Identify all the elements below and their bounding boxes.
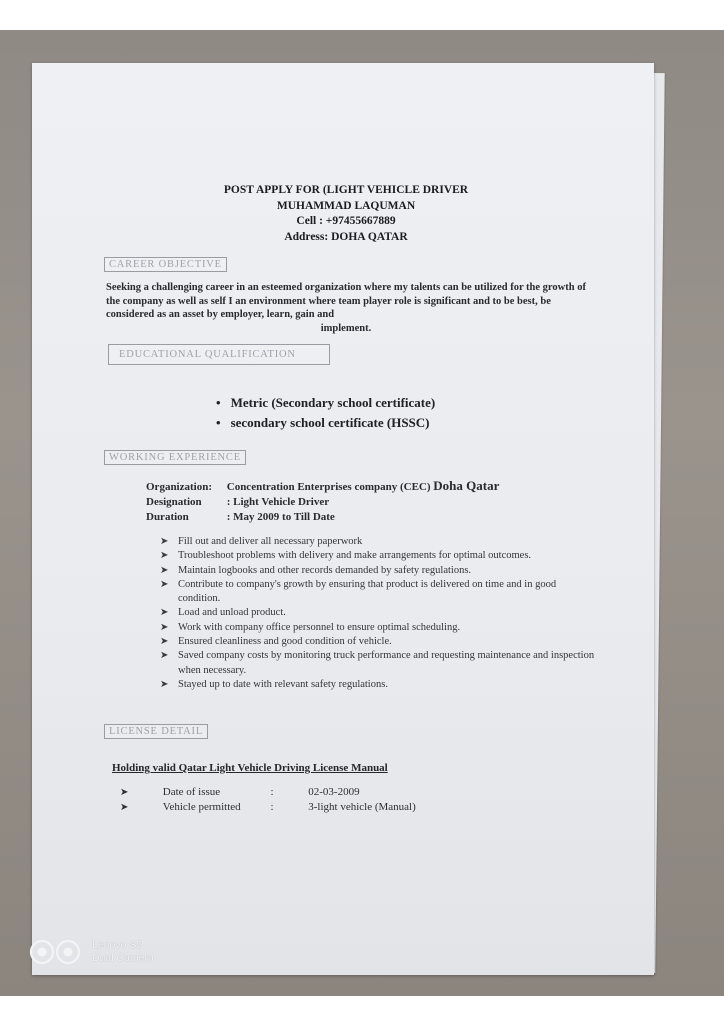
objective-line: Seeking a challenging career in an esteemed organization where my talents can be utilized (106, 282, 508, 293)
license-label: Vehicle permitted (162, 801, 241, 813)
section-educational-qualification: EDUCATIONAL QUALIFICATION (108, 344, 330, 365)
list-item: • Metric (Secondary school certificate) (216, 393, 435, 413)
arrow-right-icon: ➤ (160, 607, 169, 619)
license-label: Date of issue (162, 786, 221, 798)
organization-row (146, 478, 499, 495)
arrow-right-icon: ➤ (160, 621, 169, 633)
duty-text: Saved company costs by monitoring truck performance and requesting maintenance and inspection when necessary. (178, 650, 595, 676)
duties-list (158, 535, 598, 692)
organization-label: Organization: (146, 481, 212, 493)
duty-text: Work with company office personnel to ensure optimal scheduling. (178, 621, 461, 633)
post-title: POST APPLY FOR (LIGHT VEHICLE DRIVER (223, 184, 469, 196)
duty-text: Stayed up to date with relevant safety regulations. (178, 678, 388, 690)
list-item: • secondary school certificate (HSSC) (216, 413, 435, 433)
watermark-line: Dual Camera (92, 952, 154, 964)
list-item (158, 564, 598, 578)
list-item (158, 606, 598, 620)
list-item (158, 649, 598, 678)
license-row (120, 800, 416, 815)
address: Address: DOHA QATAR (284, 230, 408, 243)
arrow-right-icon: ➤ (160, 636, 169, 648)
license-details (120, 785, 416, 815)
watermark-text (92, 939, 154, 965)
duty-text: Load and unload product. (178, 607, 286, 619)
list-item (158, 578, 598, 607)
section-working-experience: WORKING EXPERIENCE (104, 450, 246, 465)
duty-text: Troubleshoot problems with delivery and make arrangements for optimal outcomes. (178, 550, 532, 562)
list-item (158, 621, 598, 635)
arrow-right-icon: ➤ (160, 564, 169, 576)
duty-text: Maintain logbooks and other records demanded by safety regulations. (178, 564, 472, 576)
duration-label: Duration (146, 511, 189, 523)
work-info (146, 478, 499, 525)
license-colon: : (270, 786, 274, 798)
resume-page (32, 63, 654, 975)
designation-label: Designation (146, 496, 202, 508)
applicant-name: MUHAMMAD LAQUMAN (276, 199, 416, 212)
duration-value: : May 2009 to Till Date (226, 511, 335, 523)
arrow-right-icon: ➤ (120, 787, 129, 798)
career-objective-text (106, 281, 586, 335)
camera-watermark (28, 934, 154, 970)
list-item (158, 678, 598, 692)
license-row (120, 785, 416, 800)
list-item (158, 635, 598, 649)
objective-line: implement. (320, 322, 372, 334)
designation-row (146, 495, 499, 510)
arrow-right-icon: ➤ (160, 536, 169, 547)
arrow-right-icon: ➤ (160, 578, 169, 590)
designation-value: : Light Vehicle Driver (226, 496, 330, 508)
license-value: 3-light vehicle (Manual) (308, 801, 416, 813)
duty-text: Ensured cleanliness and good condition of vehicle. (178, 636, 392, 648)
license-heading: Holding valid Qatar Light Vehicle Driving License Manual (112, 762, 388, 774)
duration-row (146, 510, 499, 525)
organization-place: Doha Qatar (433, 478, 500, 493)
section-license-detail: LICENSE DETAIL (104, 724, 208, 739)
duty-text: Fill out and deliver all necessary paperwork (178, 536, 363, 547)
arrow-right-icon: ➤ (160, 550, 169, 562)
cell-number: Cell : +97455667889 (296, 215, 396, 227)
list-item (158, 535, 598, 549)
arrow-right-icon: ➤ (160, 650, 169, 662)
license-colon: : (270, 801, 274, 813)
section-career-objective: CAREER OBJECTIVE (104, 257, 227, 272)
objective-line: significant and to be best, be considered as an asset by employer, learn, gain and (106, 295, 551, 320)
organization-value: Concentration Enterprises company (CEC) (226, 481, 431, 493)
list-item (158, 549, 598, 563)
dual-camera-icon (28, 937, 84, 967)
duty-text: Contribute to company's growth by ensuring that product is delivered on time and in good condition. (178, 578, 557, 605)
arrow-right-icon: ➤ (160, 678, 169, 690)
license-value: 02-03-2009 (308, 786, 360, 798)
resume-header (132, 183, 560, 245)
watermark-line: Lenovo S5 (92, 939, 143, 951)
objective-line: for the growth of the company as well as self I an environment where team player role is (106, 282, 586, 307)
arrow-right-icon: ➤ (120, 802, 129, 813)
education-list (216, 393, 435, 433)
